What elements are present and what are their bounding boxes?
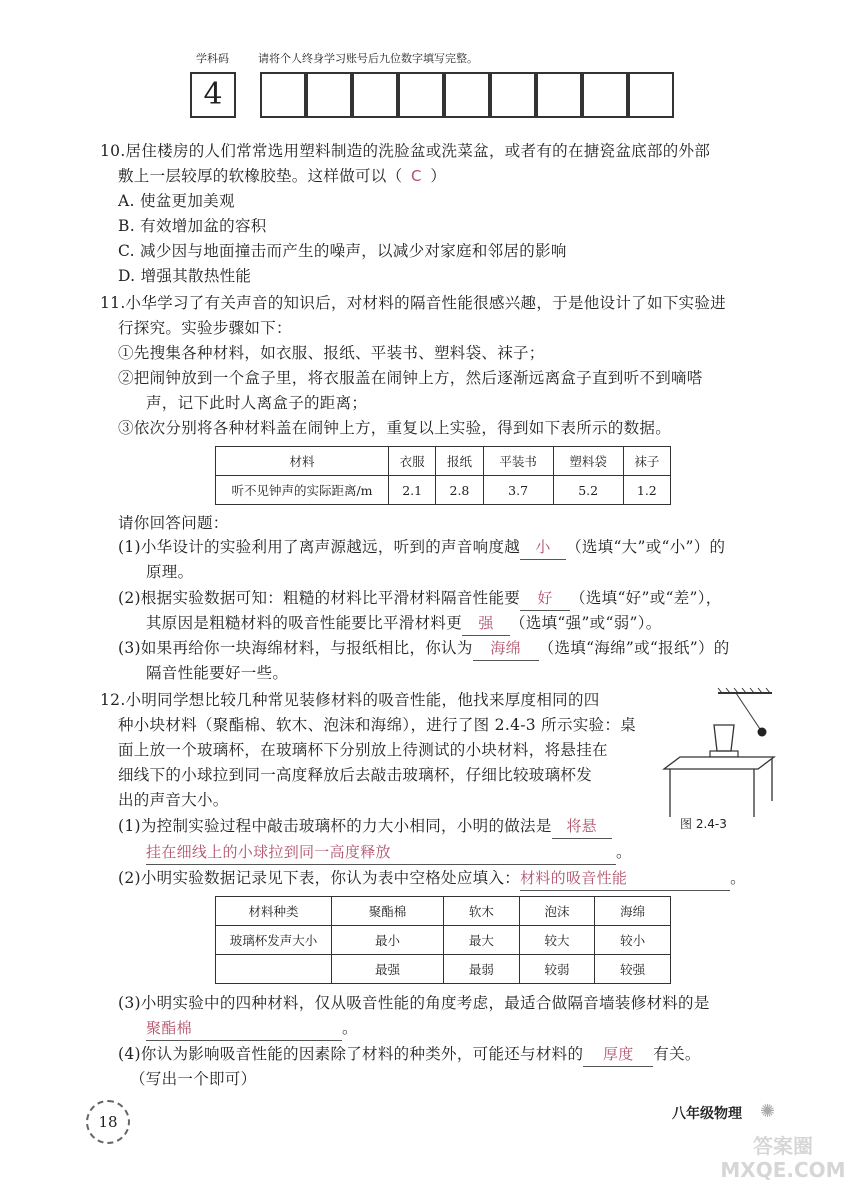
pendulum-glass-figure <box>650 685 790 820</box>
q10-option-b: B. 有效增加盆的容积 <box>118 217 267 235</box>
q12-stem-line3: 面上放一个玻璃杯，在玻璃杯下分别放上待测试的小块材料，将悬挂在 <box>118 741 608 759</box>
q12-answer-3: 聚酯棉 <box>146 1016 342 1041</box>
page-number-badge <box>86 1100 130 1144</box>
table-cell: 最大 <box>444 926 520 955</box>
q12-part3-cont <box>146 1016 358 1041</box>
table-cell: 听不见钟声的实际距离/m <box>216 476 389 505</box>
q10-paren-close: ） <box>430 167 447 185</box>
q12-answer-2: 材料的吸音性能 <box>520 866 730 891</box>
q11-part2-hint: （选填“好”或“差”）， <box>570 589 722 607</box>
q11-step1: ①先搜集各种材料，如衣服、报纸、平装书、塑料袋、袜子； <box>118 344 545 362</box>
q10-option-c: C. 减少因与地面撞击而产生的噪声，以减少对家庭和邻居的影响 <box>118 242 567 260</box>
q11-stem-line1: 11.小华学习了有关声音的知识后，对材料的隔音性能很感兴趣，于是他设计了如下实验进 <box>100 294 726 312</box>
table <box>664 757 774 817</box>
q12-part1-end: 。 <box>616 843 632 861</box>
q11-part2-text: (2)根据实验数据可知：粗糙的材料比平滑材料隔音性能要 <box>118 589 521 607</box>
account-digit-cell[interactable] <box>536 72 582 118</box>
table-header-cell: 聚酯棉 <box>332 897 444 926</box>
q12-part4-text: (4)你认为影响吸音性能的因素除了材料的种类外，可能还与材料的 <box>118 1045 584 1063</box>
table-cell: 玻璃杯发声大小 <box>216 926 332 955</box>
table-cell: 最弱 <box>444 955 520 984</box>
table-header-cell: 软木 <box>444 897 520 926</box>
q12-part2 <box>118 866 746 891</box>
account-digit-cell[interactable] <box>306 72 352 118</box>
q11-part1-hint: （选填“大”或“小”）的 <box>566 538 726 556</box>
q12-part3-end: 。 <box>342 1019 358 1037</box>
subject-code-box <box>190 72 236 118</box>
table-cell: 1.2 <box>623 476 670 505</box>
q12-part2-text: (2)小明实验数据记录见下表，你认为表中空格处应填入： <box>118 869 521 887</box>
q12-part1-cont <box>146 840 632 865</box>
q12-data-table <box>215 896 671 984</box>
ceiling-support <box>718 688 772 693</box>
q12-answer-1a: 将悬 <box>552 814 612 839</box>
table-header-cell: 材料 <box>216 447 389 476</box>
q11-step2b: 声，记下此时人离盒子的距离； <box>146 394 368 412</box>
table-cell: 5.2 <box>553 476 623 505</box>
q12-stem-line2: 种小块材料（聚酯棉、软木、泡沫和海绵），进行了图 2.4-3 所示实验：桌 <box>118 716 636 734</box>
table-header-cell: 泡沫 <box>519 897 595 926</box>
q11-part2-cont <box>146 611 662 636</box>
q11-data-table <box>215 446 671 505</box>
table-cell: 最小 <box>332 926 444 955</box>
q11-part3-text: (3)如果再给你一块海绵材料，与报纸相比，你认为 <box>118 639 473 657</box>
q11-stem-line2: 行探究。实验步骤如下： <box>118 319 292 337</box>
table-header-cell: 衣服 <box>389 447 436 476</box>
pendulum-ball <box>758 728 767 737</box>
account-digit-cell[interactable] <box>490 72 536 118</box>
instruction-text: 请将个人终身学习账号后九位数字填写完整。 <box>258 52 478 65</box>
table-cell: 2.1 <box>389 476 436 505</box>
q11-part2-reason: 其原因是粗糙材料的吸音性能要比平滑材料更 <box>146 614 463 632</box>
q10-option-d: D. 增强其散热性能 <box>118 267 252 285</box>
table-row <box>216 447 671 476</box>
table-header-cell: 平装书 <box>483 447 553 476</box>
table-cell: 较小 <box>595 926 671 955</box>
q12-part2-end: 。 <box>730 869 746 887</box>
q10-answer: C <box>411 167 422 185</box>
q11-part3-cont: 隔音性能要好一些。 <box>146 664 289 682</box>
book-title: 八年级物理 <box>672 1106 742 1122</box>
q12-stem-line5: 出的声音大小。 <box>118 791 229 809</box>
table-row <box>216 476 671 505</box>
q11-answer-3: 强 <box>462 611 510 636</box>
q12-part4 <box>118 1042 701 1067</box>
table-cell: 较大 <box>519 926 595 955</box>
watermark-logo: 答案圈 MXQE.COM <box>720 1134 846 1182</box>
material-sample <box>710 751 738 757</box>
account-digit-cell[interactable] <box>260 72 306 118</box>
q11-step2a: ②把闹钟放到一个盒子里，将衣服盖在闹钟上方，然后逐渐远离盒子直到听不到嘀嗒 <box>118 369 703 387</box>
q11-step3: ③依次分别将各种材料盖在闹钟上方，重复以上实验，得到如下表所示的数据。 <box>118 419 672 437</box>
table-cell: 3.7 <box>483 476 553 505</box>
account-digit-cell[interactable] <box>352 72 398 118</box>
q11-part1-cont: 原理。 <box>146 563 194 581</box>
q12-answer-1b: 挂在细线上的小球拉到同一高度释放 <box>146 840 616 865</box>
q11-part2-hint2: （选填“强”或“弱”）。 <box>510 614 662 632</box>
q11-prompt: 请你回答问题： <box>118 514 229 532</box>
subject-digit: 4 <box>203 77 223 112</box>
q12-part1-text: (1)为控制实验过程中敲击玻璃杯的力大小相同，小明的做法是 <box>118 817 552 835</box>
table-header-cell: 塑料袋 <box>553 447 623 476</box>
q11-part3 <box>118 636 730 661</box>
q12-part4-note: （写出一个即可） <box>130 1070 257 1088</box>
q11-part1-text: (1)小华设计的实验利用了离声源越远，听到的声音响度越 <box>118 538 521 556</box>
table-cell-blank <box>216 955 332 984</box>
subject-code-label: 学科码 <box>196 52 229 65</box>
q12-answer-4: 厚度 <box>583 1042 653 1067</box>
q11-part3-hint: （选填“海绵”或“报纸”）的 <box>538 639 730 657</box>
table-header-cell: 报纸 <box>436 447 483 476</box>
q10-stem-line2 <box>118 164 446 188</box>
table-header-cell: 材料种类 <box>216 897 332 926</box>
q11-answer-1: 小 <box>520 535 566 560</box>
pendulum-string <box>736 693 760 729</box>
q11-answer-4: 海绵 <box>473 636 539 661</box>
q10-stem-text: 敷上一层较厚的软橡胶垫。这样做可以（ <box>118 167 403 185</box>
q10-stem-line1: 10.居住楼房的人们常常选用塑料制造的洗脸盆或洗菜盆，或者有的在搪瓷盆底部的外部 <box>100 142 711 160</box>
page-number: 18 <box>98 1113 118 1131</box>
q11-part1 <box>118 535 725 560</box>
q11-part2 <box>118 586 722 611</box>
q12-part4-end: 有关。 <box>653 1045 701 1063</box>
q12-part1 <box>118 814 612 839</box>
q12-part3: (3)小明实验中的四种材料，仅从吸音性能的角度考虑，最适合做隔音墙装修材料的是 <box>118 994 710 1012</box>
table-row <box>216 897 671 926</box>
table-cell: 较弱 <box>519 955 595 984</box>
account-digit-cell[interactable] <box>444 72 490 118</box>
q11-answer-2: 好 <box>520 586 570 611</box>
account-digit-cell[interactable] <box>398 72 444 118</box>
glass-cup <box>714 725 734 751</box>
table-header-cell: 袜子 <box>623 447 670 476</box>
table-cell: 最强 <box>332 955 444 984</box>
account-digit-cell[interactable] <box>628 72 674 118</box>
table-cell: 较强 <box>595 955 671 984</box>
figure-caption: 图 2.4-3 <box>680 817 727 831</box>
q10-option-a: A. 使盆更加美观 <box>118 192 235 210</box>
table-row <box>216 955 671 984</box>
table-header-cell: 海绵 <box>595 897 671 926</box>
gear-icon: ✺ <box>760 1101 776 1122</box>
q12-stem-line1: 12.小明同学想比较几种常见装修材料的吸音性能，他找来厚度相同的四 <box>100 691 600 709</box>
table-row <box>216 926 671 955</box>
account-digit-cell[interactable] <box>582 72 628 118</box>
q12-stem-line4: 细线下的小球拉到同一高度释放后去敲击玻璃杯，仔细比较玻璃杯发 <box>118 766 593 784</box>
table-cell: 2.8 <box>436 476 483 505</box>
